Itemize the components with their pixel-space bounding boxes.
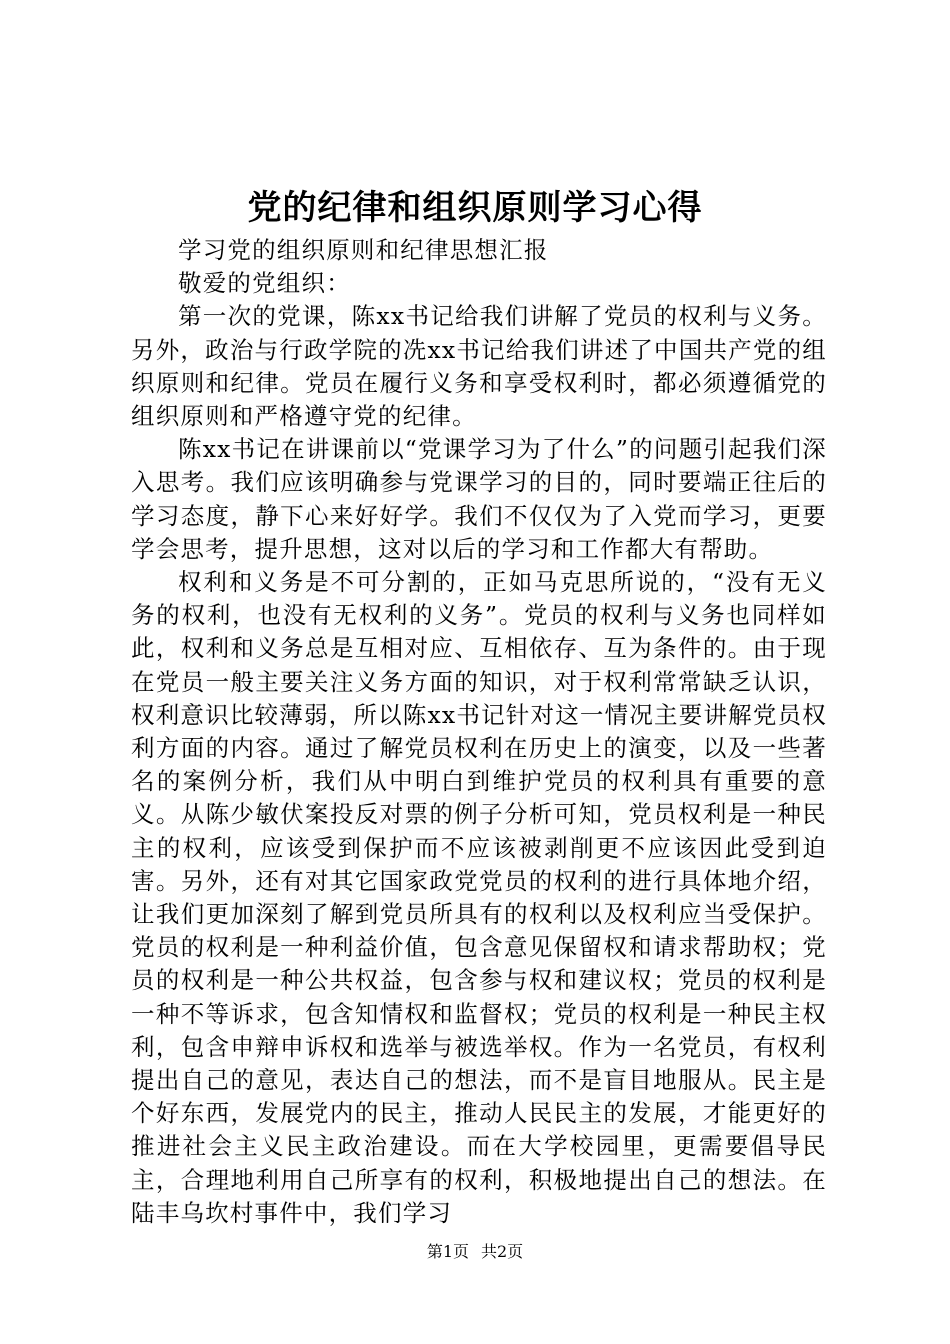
page-number: 第1页 [426,1242,469,1261]
paragraph-1: 第一次的党课，陈xx书记给我们讲解了党员的权利与义务。另外，政治与行政学院的冼xx书记给我们讲述了中国共产党的组织原则和纪律。党员在履行义务和享受权利时，都必须遵循党的组织原则和严格遵守党的纪律。 [131,302,827,431]
paragraph-2: 陈xx书记在讲课前以“党课学习为了什么”的问题引起我们深入思考。我们应该明确参与党课学习的目的，同时要端正往后的学习态度，静下心来好好学。我们不仅仅为了入党而学习，更要学会思考，提升思想，这对以后的学习和工作都大有帮助。 [131,435,827,563]
page-footer [0,1240,950,1264]
document-title: 党的纪律和组织原则学习心得 [247,188,703,228]
page-total: 共2页 [481,1242,524,1261]
paragraph-subtitle: 学习党的组织原则和纪律思想汇报 [178,236,549,264]
paragraph-3: 权利和义务是不可分割的，正如马克思所说的，“没有无义务的权利，也没有无权利的义务”。党员的权利与义务也同样如此，权利和义务总是互相对应、互相依存、互为条件的。由于现在党员一般主要关注义务方面的知识，对于权利常常缺乏认识，权利意识比较薄弱，所以陈xx书记针对这一情况主要讲解党员权利方面的内容。通过了解党员权利在历史上的演变，以及一些著名的案例分析，我们从中明白到维护党员的权利具有重要的意义。从陈少敏伏案投反对票的例子分析可知，党员权利是一种民主的权利，应该受到保护而不应该被剥削更不应该因此受到迫害。另外，还有对其它国家政党党员的权利的进行具体地介绍，让我们更加深刻了解到党员所具有的权利以及权利应当受保护。党员的权利是一种利益价值，包含意见保留权和请求帮助权；党员的权利是一种公共权益，包含参与权和建议权；党员的权利是一种不等诉求，包含知情权和监督权；党员的权利是一种民主权利，包含申辩申诉权和选举与被选举权。作为一名党员，有权利提出自己的意见，表达自己的想法，而不是盲目地服从。民主是个好东西，发展党内的民主，推动人民民主的发展，才能更好的推进社会主义民主政治建设。而在大学校园里，更需要倡导民主，合理地利用自己所享有的权利，积极地提出自己的想法。在陆丰乌坎村事件中，我们学习 [131,568,827,1227]
paragraph-salutation: 敬爱的党组织： [178,269,351,298]
document-body [131,234,827,1230]
